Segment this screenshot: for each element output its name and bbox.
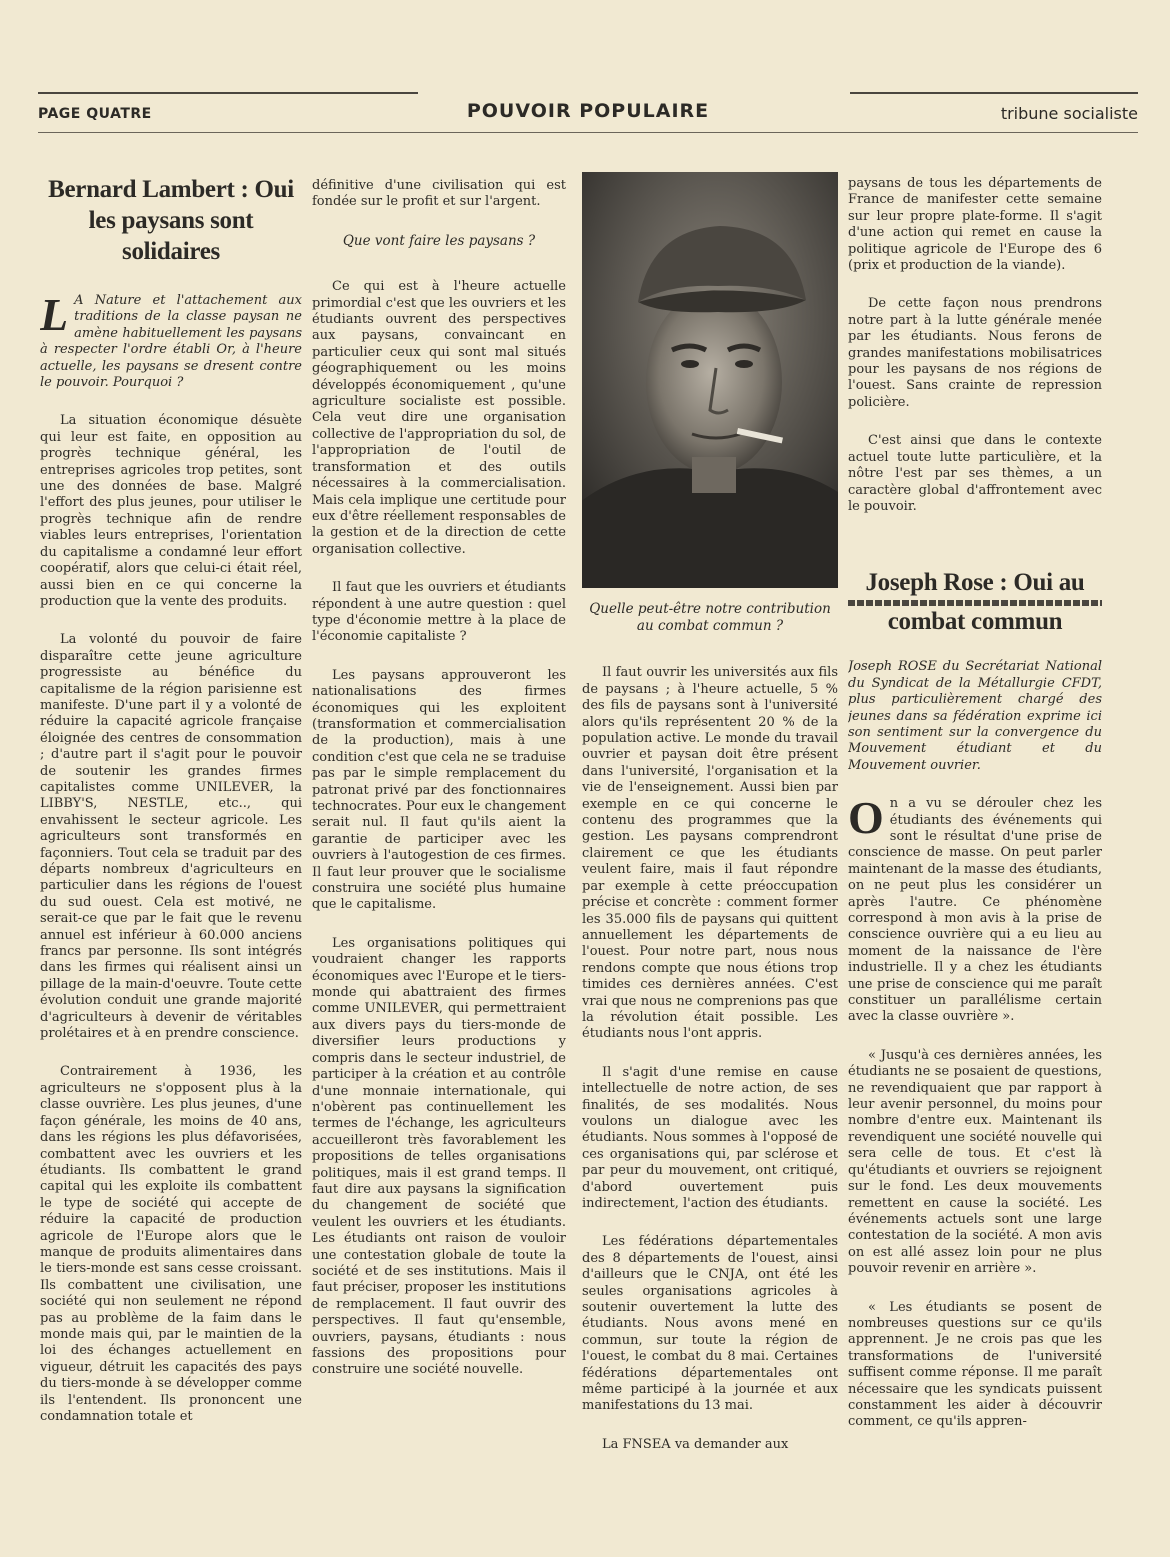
paragraph: Les organisations politiques qui voudraient changer les rapports économiques avec l'Europe et le tiers-monde qui abattraient des firmes comme UNILEVER, qui permettraient aux divers pays du tiers-monde de diversifier leurs productions y compris dans le secteur industriel, de participer à la création et au contrôle d'une monnaie internationale, qui n'obèrent pas continuellement les termes de l'échange, les agriculteurs accueilleront très favorablement les propositions de telles organisations politiques, mais il est grand temps. Il faut dire aux paysans la signification du changement de société que veulent les ouvriers et les étudiants. Les étudiants ont raison de vouloir une contestation globale de toute la société et de ses institutions. Mais il faut préciser, proposer les institutions de remplacement. Il faut ouvrir des perspectives. Il faut qu'ensemble, ouvriers, paysans, étudiants : nous fassions des propositions pour construire une société nouvelle.	[312, 935, 566, 1378]
paragraph: La volonté du pouvoir de faire disparaître cette jeune agriculture progressiste au bénéfice du capitalisme de la région parisienne est manifeste. D'une part il y a volonté de réduire la capacité agricole française éloignée des centres de consommation ; d'autre part il s'agit pour le pouvoir de soutenir les grandes firmes capitalistes comme UNILEVER, la LIBBY'S, NESTLE, etc.., qui envahissent le secteur agricole. Les agriculteurs sont transformés en façonniers. Tout cela se traduit par des départs nombreux d'agriculteurs en particulier dans les régions de l'ouest du sud ouest. Cela est motivé, ne serait-ce que par le fait que le revenu annuel est inférieur à 60.000 anciens francs par personne. Ils sont intégrés dans les firmes qui réalisent ainsi un pillage de la main-d'oeuvre. Toute cette évolution conduit une grande majorité d'agriculteurs à devenir de véritables prolétaires et à en prendre conscience.	[40, 632, 302, 1042]
paragraph: définitive d'une civilisation qui est fondée sur le profit et sur l'argent.	[312, 178, 566, 210]
paragraph: Les paysans approuveront les nationalisations des firmes économiques qui les exploitent (transformation et commercialisation de la production), mais à une condition c'est que cela ne se traduise pas par le simple remplacement du patronat privé par des fonctionnaires technocrates. Pour eux le changement serait nul. Il faut qu'ils aient la garantie de participer avec les ouvriers à l'autogestion de ces firmes. Il faut leur prouver que le socialisme construira une société plus humaine que le capitalisme.	[312, 667, 566, 913]
article-intro-rose: Joseph ROSE du Secrétariat National du Syndicat de la Métallurgie CFDT, plus particulièrement chargé des jeunes dans sa fédération exprime ici son sentiment sur la convergence du Mouvement étudiant et du Mouvement ouvrier.	[848, 659, 1102, 773]
page-label: PAGE QUATRE	[38, 106, 152, 122]
publication-name: tribune socialiste	[1000, 104, 1138, 123]
section-title: POUVOIR POPULAIRE	[466, 100, 710, 122]
paragraph: On a vu se dérouler chez les étudiants des événements qui sont le résultat d'une prise de conscience de masse. On peut parler maintenant de la masse des étudiants, on ne peut plus les considérer un après l'autre. Ce phénomène correspond à mon avis à la prise de conscience ouvrière qui a eu lieu au moment de la naissance de l'ère industrielle. Il y a chez les étudiants une prise de conscience qui me paraît constituer un parallélisme certain avec la classe ouvrière ».	[848, 792, 1102, 1025]
paragraph: De cette façon nous prendrons notre part à la lutte générale menée par les étudiants. Nous ferons de grandes manifestations mobilisatrices pour les paysans de nos régions de l'ouest. Sans crainte de repression policière.	[848, 296, 1102, 410]
article-headline-rose: Joseph Rose : Oui au combat commun	[848, 567, 1102, 637]
paragraph: paysans de tous les départements de France de manifester cette semaine sur leur propre plate-forme. Il s'agit d'une action qui remet en cause la politique agricole de l'Europe des 6 (prix et production de la viande).	[848, 176, 1102, 274]
paragraph: La situation économique désuète qui leur est faite, en opposition au progrès technique général, les entreprises agricoles trop petites, sont une des données de base. Malgré l'effort des plus jeunes, pour utiliser le progrès technique afin de rendre viables leurs entreprises, l'orientation du capitalisme a condamné leur effort coopératif, alors que celui-ci était réel, aussi bien en ce qui concerne la production que la vente des produits.	[40, 413, 302, 609]
paragraph: Il faut que les ouvriers et étudiants répondent à une autre question : quel type d'économie mettre à la place de l'économie capitaliste ?	[312, 580, 566, 645]
column-4	[848, 150, 1102, 1497]
masthead-rule-right	[850, 92, 1138, 94]
subheading: Que vont faire les paysans ?	[342, 232, 536, 249]
column-1	[40, 150, 302, 1497]
masthead	[38, 92, 1138, 133]
paragraph: Les fédérations départementales des 8 départements de l'ouest, ainsi d'ailleurs que le CNJA, ont été les seules organisations agricoles à soutenir ouvertement la lutte des étudiants. Nous avons mené en commun, sur toute la région de l'ouest, le combat du 8 mai. Certaines fédérations départementales ont même participé à la journée et aux manifestations du 13 mai.	[582, 1234, 838, 1414]
paragraph: Contrairement à 1936, les agriculteurs ne s'opposent plus à la classe ouvrière. Les plus jeunes, d'une façon générale, les moins de 40 ans, dans les régions les plus défavorisées, combattent avec les ouvriers et les étudiants. Ils combattent le grand capital qui les exploite ils combattent le type de société qui accepte de réduire la capacité de production agricole de l'Europe alors que le manque de produits alimentaires dans le tiers-monde est sans cesse croissant. Ils combattent une civilisation, une société qui non seulement ne répond pas au problème de la faim dans le monde mais qui, par le maintien de la loi des échanges actuellement en vigueur, détruit les capacités des pays du tiers-monde à se développer comme ils l'entendent. Ils prononcent une condamnation totale et	[40, 1064, 302, 1424]
column-3	[582, 150, 838, 1497]
paragraph: La FNSEA va demander aux	[602, 1436, 789, 1452]
portrait-photo	[582, 172, 838, 588]
article-intro-lambert: L A Nature et l'attachement aux traditions de la classe paysan ne amène habituellement les paysans à respecter l'ordre établi Or, à l'heure actuelle, les paysans se dresent contre le pouvoir. Pourquoi ?	[40, 289, 302, 391]
paragraph: Il faut ouvrir les universités aux fils de paysans ; à l'heure actuelle, 5 % des fils de paysans sont à l'université alors qu'ils représentent 20 % de la population active. Le monde du travail ouvrier et paysan doit être présent dans l'université, l'organisation et la vie de l'enseignement. Aussi bien par exemple en ce qui concerne le contenu des programmes que la gestion. Les paysans comprendront clairement ce que les étudiants veulent faire, mais il faut répondre par exemple à cette préoccupation précise et concrète : comment former les 35.000 fils de paysans qui quittent annuellement les départements de l'ouest. Pour notre part, nous nous rendons compte que nous étions trop timides ces dernières années. C'est vrai que nous ne comprenions pas que la révolution était possible. Les étudiants nous l'ont appris.	[582, 665, 838, 1042]
drop-cap: L	[40, 289, 69, 340]
photo-caption: Quelle peut-être notre contribution au combat commun ?	[589, 601, 831, 635]
paragraph: Ce qui est à l'heure actuelle primordial c'est que les ouvriers et les étudiants ouvrent des perspectives aux paysans, convaincant en particulier ceux qui sont mal situés géographiquement ou les moins développés économiquement , qu'une agriculture socialiste est possible. Cela veut dire une organisation collective de l'appropriation du sol, de l'appropriation de l'outil de transformation et des outils nécessaires à la commercialisation. Mais cela implique une certitude pour eux d'être réellement responsables de la gestion et de la direction de cette organisation collective.	[312, 279, 566, 557]
paragraph: C'est ainsi que dans le contexte actuel toute lutte particulière, et la nôtre l'est par ses thèmes, a un caractère global d'affrontement avec le pouvoir.	[848, 433, 1102, 514]
column-2	[312, 150, 566, 1497]
paragraph: « Les étudiants se posent de nombreuses questions sur ce qu'ils apprennent. Je ne crois pas que les transformations de l'université suffisent comme réponse. Il me paraît nécessaire que les syndicats puissent constamment les aider à découvrir comment, ce qu'ils appren-	[848, 1299, 1102, 1430]
paragraph: « Jusqu'à ces dernières années, les étudiants ne se posaient de questions, ne revendiquaient que par rapport à leur avenir personnel, du moins pour nombre d'entre eux. Maintenant ils revendiquent une société nouvelle qui sera celle de tous. Et c'est là qu'étudiants et ouvriers se rejoignent sur le fond. Les deux mouvements remettent en cause la société. Les événements actuels sont une large contestation de la société. A mon avis on est allé assez loin pour ne plus pouvoir revenir en arrière ».	[848, 1047, 1102, 1277]
masthead-rule-left	[38, 92, 418, 94]
paragraph: Il s'agit d'une remise en cause intellectuelle de notre action, de ses finalités, de ses modalités. Nous voulons un dialogue avec les étudiants. Nous sommes à l'opposé de ces organisations qui, par sclérose et par peur du mouvement, ont critiqué, d'abord ouvertement puis indirectement, l'action des étudiants.	[582, 1064, 838, 1211]
article-headline-lambert: Bernard Lambert : Oui les paysans sont solidaires	[48, 176, 294, 265]
drop-cap: O	[848, 792, 884, 844]
